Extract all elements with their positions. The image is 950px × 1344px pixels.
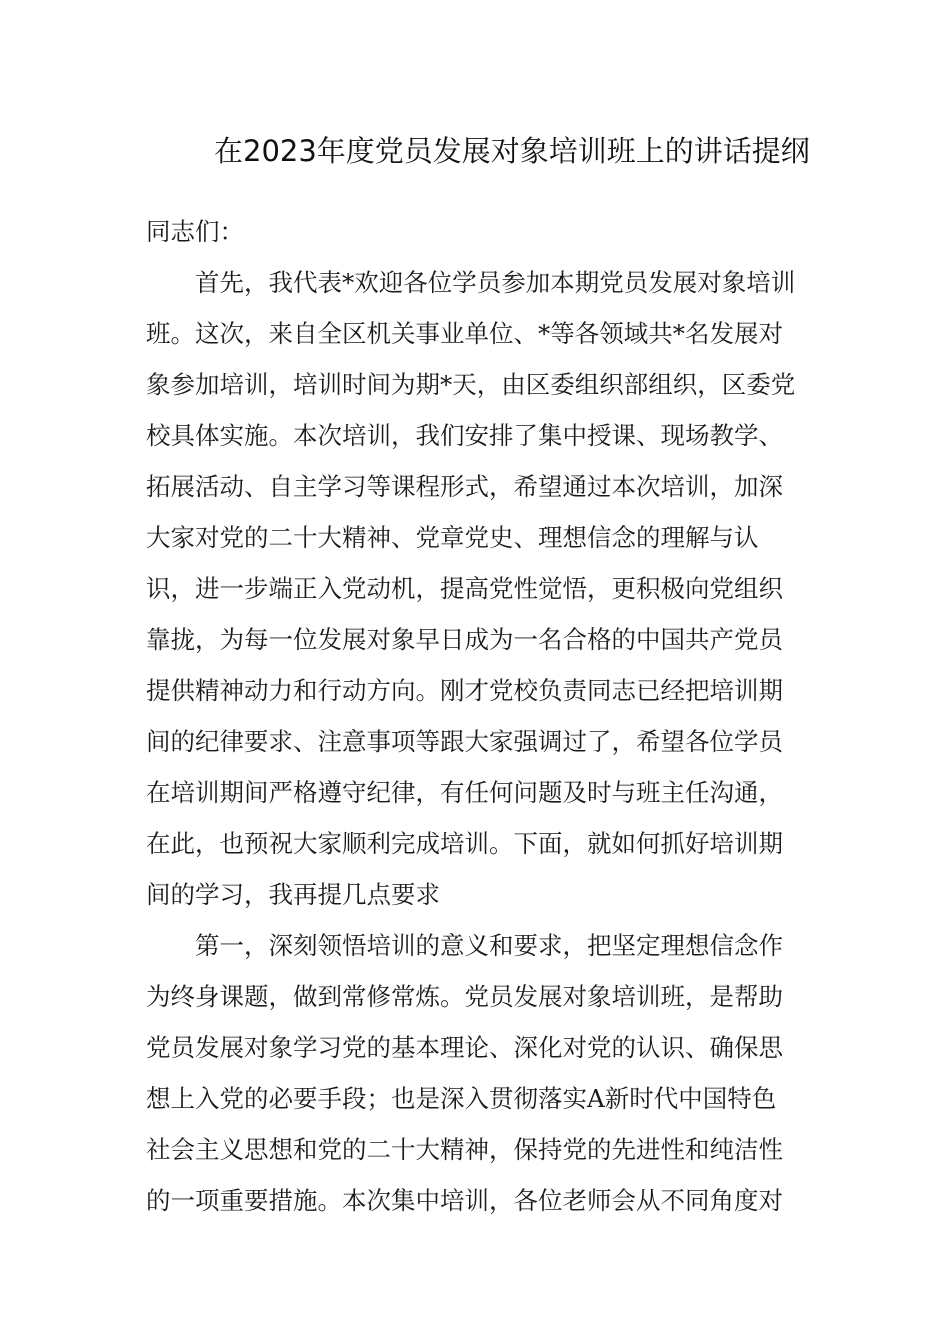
text-line: 间的学习，我再提几点要求 bbox=[146, 880, 440, 909]
text-line: 大家对党的二十大精神、党章党史、理想信念的理解与认 bbox=[146, 523, 759, 552]
salutation-line: 同志们： bbox=[146, 217, 244, 246]
text-line: 提供精神动力和行动方向。刚才党校负责同志已经把培训期 bbox=[146, 676, 783, 705]
text-line: 象参加培训，培训时间为期*天，由区委组织部组织，区委党 bbox=[146, 370, 796, 399]
text-line: 的一项重要措施。本次集中培训，各位老师会从不同角度对 bbox=[146, 1186, 783, 1215]
text-line: 在此，也预祝大家顺利完成培训。下面，就如何抓好培训期 bbox=[146, 829, 783, 858]
text-line: 识，进一步端正入党动机，提高党性觉悟，更积极向党组织 bbox=[146, 574, 783, 603]
text-line: 社会主义思想和党的二十大精神，保持党的先进性和纯洁性 bbox=[146, 1135, 783, 1164]
text-line: 班。这次，来自全区机关事业单位、*等各领域共*名发展对 bbox=[146, 319, 783, 348]
document-body bbox=[146, 206, 806, 1226]
text-line: 间的纪律要求、注意事项等跟大家强调过了，希望各位学员 bbox=[146, 727, 783, 756]
text-line: 拓展活动、自主学习等课程形式，希望通过本次培训，加深 bbox=[146, 472, 783, 501]
text-line: 在培训期间严格遵守纪律，有任何问题及时与班主任沟通， bbox=[146, 778, 783, 807]
text-line: 想上入党的必要手段；也是深入贯彻落实A新时代中国特色 bbox=[146, 1084, 777, 1113]
text-line: 为终身课题，做到常修常炼。党员发展对象培训班，是帮助 bbox=[146, 982, 783, 1011]
text-line: 靠拢，为每一位发展对象早日成为一名合格的中国共产党员 bbox=[146, 625, 783, 654]
text-line: 党员发展对象学习党的基本理论、深化对党的认识、确保思 bbox=[146, 1033, 783, 1062]
document-title: 在2023年度党员发展对象培训班上的讲话提纲 bbox=[214, 134, 810, 168]
text-line: 第一，深刻领悟培训的意义和要求，把坚定理想信念作 bbox=[146, 931, 783, 960]
text-line: 首先，我代表*欢迎各位学员参加本期党员发展对象培训 bbox=[146, 268, 796, 297]
text-line: 校具体实施。本次培训，我们安排了集中授课、现场教学、 bbox=[146, 421, 783, 450]
